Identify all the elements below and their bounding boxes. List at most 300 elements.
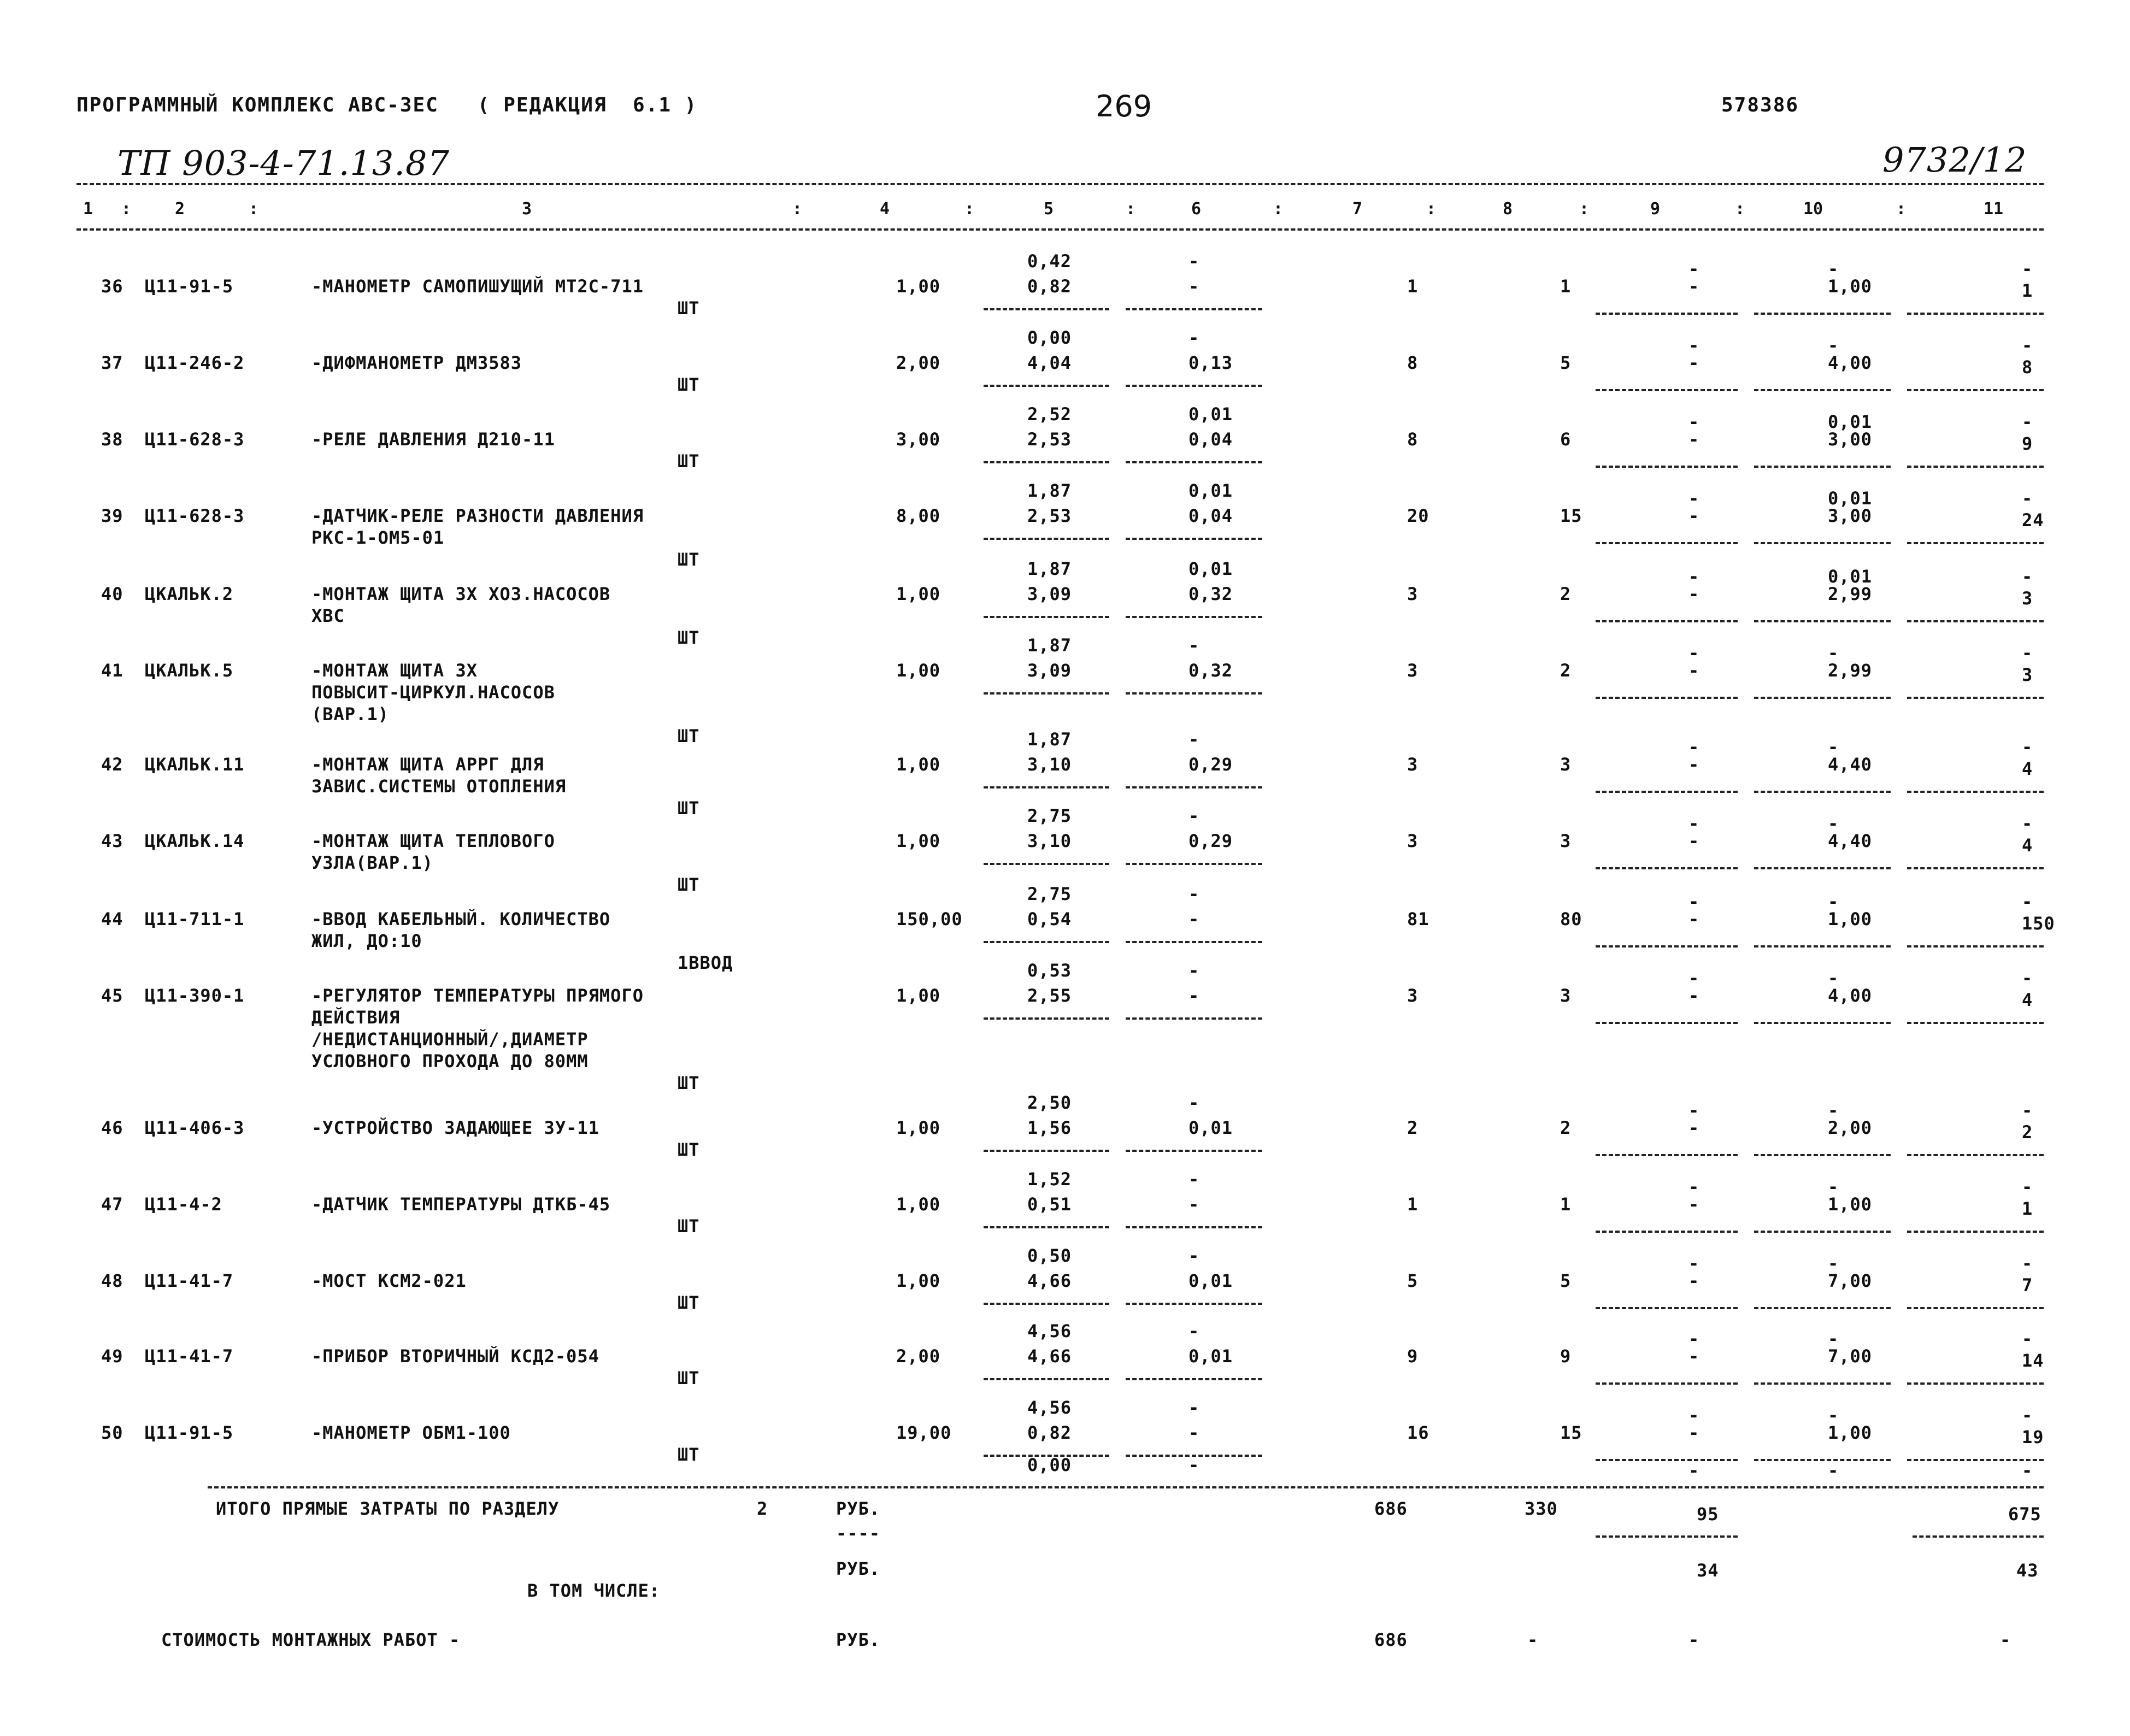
col11-bottom: 24 (2022, 510, 2044, 531)
col10-top: - (1828, 1100, 1839, 1121)
col10-rule (1754, 542, 1891, 544)
col10-bottom: 1,00 (1828, 276, 1873, 297)
col10-bottom: 1,00 (1828, 1422, 1873, 1443)
quantity: 1,00 (896, 660, 941, 681)
rate-code: ЦКАЛЬК.2 (145, 584, 234, 604)
col8-value: 80 (1560, 909, 1582, 929)
col9-top: - (1688, 643, 1700, 663)
col9-rule (1596, 466, 1738, 468)
col5-top: 1,87 (1027, 480, 1072, 501)
col9-top: - (1688, 968, 1700, 988)
col9-top: - (1688, 1405, 1700, 1426)
column-header-5: 5 (1044, 199, 1054, 219)
col11-rule (1907, 620, 2044, 622)
col11-top: - (2022, 1253, 2033, 1274)
col6-rule (1126, 941, 1262, 943)
totals-col11-top: 675 (2008, 1504, 2041, 1525)
quantity: 19,00 (896, 1422, 952, 1443)
rate-code: Ц11-91-5 (145, 1422, 234, 1443)
col7-value: 3 (1407, 754, 1419, 775)
totals-col7: 686 (1374, 1498, 1408, 1519)
col5-top: 1,87 (1027, 635, 1072, 656)
col10-rule (1754, 867, 1891, 869)
quantity: 150,00 (896, 909, 963, 929)
col9-bottom: - (1688, 1422, 1700, 1443)
column-header-4: 4 (880, 199, 890, 219)
item-description: -МАНОМЕТР САМОПИШУЩИЙ МТ2С-711 (311, 276, 644, 297)
install-cost-label: СТОИМОСТЬ МОНТАЖНЫХ РАБОТ - (161, 1629, 461, 1650)
col10-top: - (1828, 1460, 1839, 1481)
item-description: ЖИЛ, ДО:10 (311, 931, 422, 951)
col11-top: - (2022, 737, 2033, 757)
col11-bottom: 1 (2022, 1198, 2033, 1219)
col10-top: - (1828, 1328, 1839, 1349)
col9-bottom: - (1688, 276, 1700, 297)
col5-top: 2,75 (1027, 884, 1072, 904)
rate-code: Ц11-628-3 (145, 429, 245, 450)
col11-top: - (2022, 643, 2033, 663)
col10-rule (1754, 791, 1891, 793)
rate-code: Ц11-41-7 (145, 1346, 234, 1367)
unit-of-measure: ШТ (678, 798, 700, 819)
item-description: -ДАТЧИК-РЕЛЕ РАЗНОСТИ ДАВЛЕНИЯ (311, 505, 644, 526)
quantity: 2,00 (896, 352, 941, 373)
col11-top: - (2022, 1328, 2033, 1349)
col9-rule (1596, 945, 1738, 948)
col10-top: - (1828, 891, 1839, 912)
column-separator: : (964, 199, 975, 219)
col6-bottom: - (1188, 1422, 1200, 1443)
col6-bottom: - (1188, 1194, 1200, 1215)
col9-top: - (1688, 737, 1700, 757)
col10-top: - (1828, 1405, 1839, 1426)
unit-of-measure: ШТ (678, 726, 700, 746)
col6-bottom: - (1188, 909, 1200, 929)
col8-value: 3 (1560, 754, 1572, 775)
col6-bottom: - (1188, 276, 1200, 297)
item-description: ДЕЙСТВИЯ (311, 1007, 401, 1028)
col6-top: - (1188, 1321, 1200, 1341)
col11-rule (1907, 313, 2044, 315)
col5-bottom: 2,55 (1027, 985, 1072, 1006)
unit-of-measure: ШТ (678, 549, 700, 570)
col10-bottom: 1,00 (1828, 1194, 1873, 1215)
col9-bottom: - (1688, 1194, 1700, 1215)
col10-rule (1754, 1382, 1891, 1385)
col7-value: 16 (1407, 1422, 1429, 1443)
item-description: -МОНТАЖ ЩИТА 3Х ХОЗ.НАСОСОВ (311, 584, 611, 604)
column-separator: : (1273, 199, 1284, 219)
item-description: -ВВОД КАБЕЛЬНЫЙ. КОЛИЧЕСТВО (311, 909, 611, 929)
col9-bottom: - (1688, 1270, 1700, 1291)
col11-rule (1907, 1022, 2044, 1024)
col5-top: 4,56 (1027, 1397, 1072, 1418)
col9-bottom: - (1688, 352, 1700, 373)
row-number: 48 (101, 1270, 123, 1291)
col5-rule (984, 692, 1109, 695)
col10-top: 0,01 (1828, 566, 1873, 587)
col11-top: - (2022, 566, 2033, 587)
col11-rule (1907, 1307, 2044, 1309)
col9-rule (1596, 1307, 1738, 1309)
column-header-9: 9 (1650, 199, 1661, 219)
col6-top: - (1188, 960, 1200, 981)
column-header-2: 2 (175, 199, 185, 219)
col10-bottom: 4,40 (1828, 831, 1873, 851)
col10-bottom: 4,40 (1828, 754, 1873, 775)
column-separator: : (121, 199, 132, 219)
col7-value: 81 (1407, 909, 1429, 929)
col5-rule (984, 385, 1109, 387)
col6-top: 0,01 (1188, 404, 1233, 425)
top-rule (77, 183, 2044, 185)
col9-top: - (1688, 258, 1700, 279)
quantity: 1,00 (896, 1117, 941, 1138)
col5-rule (984, 538, 1109, 540)
row-number: 36 (101, 276, 123, 297)
col11-rule (1907, 542, 2044, 544)
col9-rule (1596, 1231, 1738, 1233)
col5-bottom: 4,04 (1027, 352, 1072, 373)
col10-bottom: 1,00 (1828, 909, 1873, 929)
col6-rule (1126, 1017, 1262, 1020)
col9-top: - (1688, 1460, 1700, 1481)
col6-top: - (1188, 1092, 1200, 1113)
col6-rule (1126, 863, 1262, 865)
col9-rule (1596, 1382, 1738, 1385)
col8-value: 3 (1560, 985, 1572, 1006)
col5-bottom: 3,10 (1027, 831, 1072, 851)
col9-top: - (1688, 891, 1700, 912)
col9-top: - (1688, 335, 1700, 356)
quantity: 1,00 (896, 1270, 941, 1291)
install-cost-col7: 686 (1374, 1629, 1408, 1650)
rate-code: Ц11-91-5 (145, 276, 234, 297)
col11-rule (1907, 1382, 2044, 1385)
col9-top: - (1688, 813, 1700, 834)
col6-rule (1126, 1150, 1262, 1152)
col5-bottom: 0,54 (1027, 909, 1072, 929)
col6-bottom: 0,29 (1188, 831, 1233, 851)
col6-rule (1126, 692, 1262, 695)
col9-bottom: - (1688, 660, 1700, 681)
col6-rule (1126, 461, 1262, 463)
unit-of-measure: ШТ (678, 451, 700, 472)
col11-bottom: 4 (2022, 758, 2033, 779)
row-number: 37 (101, 352, 123, 373)
row-number: 41 (101, 660, 123, 681)
col5-top: 1,52 (1027, 1169, 1072, 1190)
col6-top: - (1188, 1397, 1200, 1418)
col11-bottom: 7 (2022, 1275, 2033, 1296)
totals-col11-bottom: 43 (2016, 1560, 2039, 1581)
col5-bottom: 0,82 (1027, 276, 1072, 297)
col9-rule (1596, 1154, 1738, 1156)
col11-rule (1907, 791, 2044, 793)
col6-bottom: 0,32 (1188, 660, 1233, 681)
col5-bottom: 0,82 (1027, 1422, 1072, 1443)
col9-top: - (1688, 488, 1700, 509)
row-number: 49 (101, 1346, 123, 1367)
col6-rule (1126, 308, 1262, 310)
column-header-8: 8 (1503, 199, 1513, 219)
col7-value: 1 (1407, 1194, 1419, 1215)
col11-bottom: 14 (2022, 1350, 2044, 1371)
column-separator: : (1126, 199, 1136, 219)
col11-bottom: 2 (2022, 1122, 2033, 1143)
col9-top: - (1688, 1253, 1700, 1274)
col6-top: - (1188, 805, 1200, 826)
col11-bottom: 1 (2022, 280, 2033, 301)
quantity: 1,00 (896, 754, 941, 775)
col8-value: 6 (1560, 429, 1572, 450)
col10-rule (1754, 313, 1891, 315)
col11-rule (1907, 945, 2044, 948)
unit-of-measure: ШТ (678, 298, 700, 319)
totals-unit-separator: ---- (836, 1523, 881, 1544)
col7-value: 8 (1407, 429, 1419, 450)
rate-code: Ц11-406-3 (145, 1117, 245, 1138)
unit-of-measure: ШТ (678, 627, 700, 648)
item-description: /НЕДИСТАНЦИОННЫЙ/,ДИАМЕТР (311, 1029, 589, 1050)
col10-rule (1754, 466, 1891, 468)
column-header-3: 3 (522, 199, 532, 219)
col10-bottom: 3,00 (1828, 505, 1873, 526)
col10-top: - (1828, 1176, 1839, 1197)
col5-bottom: 2,53 (1027, 429, 1072, 450)
col5-rule (984, 1017, 1109, 1020)
col6-bottom: - (1188, 985, 1200, 1006)
col9-top: - (1688, 1176, 1700, 1197)
col6-bottom: 0,01 (1188, 1270, 1233, 1291)
col7-value: 3 (1407, 660, 1419, 681)
unit-of-measure: ШТ (678, 374, 700, 395)
col9-top: - (1688, 1328, 1700, 1349)
col5-top: 0,42 (1027, 251, 1072, 272)
col8-value: 1 (1560, 1194, 1572, 1215)
col6-rule (1126, 1303, 1262, 1305)
col8-value: 2 (1560, 1117, 1572, 1138)
install-cost-unit: РУБ. (836, 1629, 881, 1650)
col9-bottom: - (1688, 584, 1700, 604)
col6-rule (1126, 538, 1262, 540)
col8-value: 5 (1560, 352, 1572, 373)
col10-rule (1754, 1231, 1891, 1233)
col10-top: - (1828, 737, 1839, 757)
col8-value: 2 (1560, 660, 1572, 681)
col6-bottom: 0,04 (1188, 429, 1233, 450)
quantity: 1,00 (896, 985, 941, 1006)
col9-rule (1596, 697, 1738, 699)
col10-top: - (1828, 1253, 1839, 1274)
including-label: В ТОМ ЧИСЛЕ: (527, 1580, 661, 1601)
col6-top: - (1188, 1455, 1200, 1475)
col11-bottom: 8 (2022, 357, 2033, 378)
col9-rule (1596, 791, 1738, 793)
quantity: 1,00 (896, 276, 941, 297)
col7-value: 1 (1407, 276, 1419, 297)
column-header-6: 6 (1191, 199, 1202, 219)
col9-rule (1596, 1459, 1738, 1461)
document-code: 578386 (1721, 94, 1799, 116)
col10-bottom: 4,00 (1828, 985, 1873, 1006)
col10-top: - (1828, 813, 1839, 834)
unit-of-measure: ШТ (678, 1368, 700, 1388)
rate-code: ЦКАЛЬК.14 (145, 831, 245, 851)
item-description: -ПРИБОР ВТОРИЧНЫЙ КСД2-054 (311, 1346, 599, 1367)
item-description: ПОВЫСИТ-ЦИРКУЛ.НАСОСОВ (311, 682, 555, 703)
col5-rule (984, 941, 1109, 943)
item-description: -МОСТ КСМ2-021 (311, 1270, 467, 1291)
col6-top: - (1188, 251, 1200, 272)
rate-code: ЦКАЛЬК.11 (145, 754, 245, 775)
item-description: РКС-1-ОМ5-01 (311, 527, 445, 548)
page-number: 269 (1096, 89, 1152, 123)
totals-col8: 330 (1525, 1498, 1558, 1519)
col10-bottom: 7,00 (1828, 1270, 1873, 1291)
col11-bottom: 4 (2022, 990, 2033, 1010)
col7-value: 8 (1407, 352, 1419, 373)
col9-rule (1596, 313, 1738, 315)
col9-top: - (1688, 566, 1700, 587)
col11-bottom: 19 (2022, 1427, 2044, 1447)
item-description: ХВС (311, 605, 345, 626)
col5-top: 1,87 (1027, 558, 1072, 579)
item-description: (ВАР.1) (311, 704, 389, 725)
col10-rule (1754, 1022, 1891, 1024)
row-number: 38 (101, 429, 123, 450)
col9-rule (1596, 389, 1738, 391)
col10-top: - (1828, 968, 1839, 988)
col10-bottom: 2,99 (1828, 660, 1873, 681)
install-cost-col11: - (2000, 1629, 2011, 1650)
col11-bottom: 3 (2022, 588, 2033, 609)
unit-of-measure: ШТ (678, 1139, 700, 1160)
col11-top: - (2022, 1460, 2033, 1481)
row-number: 43 (101, 831, 123, 851)
col10-top: 0,01 (1828, 488, 1873, 509)
unit-of-measure: ШТ (678, 1073, 700, 1093)
row-number: 45 (101, 985, 123, 1006)
col8-value: 3 (1560, 831, 1572, 851)
col5-bottom: 3,10 (1027, 754, 1072, 775)
col9-top: - (1688, 1100, 1700, 1121)
row-number: 44 (101, 909, 123, 929)
totals-col11-rule (1913, 1535, 2044, 1538)
item-description: -РЕГУЛЯТОР ТЕМПЕРАТУРЫ ПРЯМОГО (311, 985, 644, 1006)
col5-bottom: 0,51 (1027, 1194, 1072, 1215)
col6-top: 0,01 (1188, 480, 1233, 501)
col5-bottom: 2,53 (1027, 505, 1072, 526)
col5-top: 1,87 (1027, 729, 1072, 750)
header-rule (77, 228, 2044, 231)
col11-top: - (2022, 258, 2033, 279)
column-separator: : (792, 199, 803, 219)
item-description: -ДИФМАНОМЕТР ДМ3583 (311, 352, 522, 373)
totals-col9-top: 95 (1697, 1504, 1719, 1525)
col6-top: - (1188, 1245, 1200, 1266)
col5-rule (984, 1378, 1109, 1380)
rate-code: Ц11-628-3 (145, 505, 245, 526)
sheet-number: 9732/12 (1882, 140, 2027, 180)
col5-top: 0,00 (1027, 1455, 1072, 1475)
col5-top: 2,75 (1027, 805, 1072, 826)
col7-value: 20 (1407, 505, 1429, 526)
col11-rule (1907, 389, 2044, 391)
col11-top: - (2022, 1405, 2033, 1426)
col10-bottom: 2,00 (1828, 1117, 1873, 1138)
quantity: 3,00 (896, 429, 941, 450)
col9-top: - (1688, 411, 1700, 432)
col7-value: 5 (1407, 1270, 1419, 1291)
column-separator: : (1426, 199, 1437, 219)
col10-top: - (1828, 643, 1839, 663)
col10-rule (1754, 1459, 1891, 1461)
col5-rule (984, 1226, 1109, 1228)
col6-top: 0,01 (1188, 558, 1233, 579)
col7-value: 3 (1407, 584, 1419, 604)
col6-top: - (1188, 1169, 1200, 1190)
col6-bottom: 0,32 (1188, 584, 1233, 604)
col6-bottom: 0,04 (1188, 505, 1233, 526)
column-header-11: 11 (1984, 199, 2004, 219)
unit-of-measure: ШТ (678, 1216, 700, 1237)
totals-col9-rule (1596, 1535, 1738, 1538)
quantity: 1,00 (896, 1194, 941, 1215)
col9-bottom: - (1688, 909, 1700, 929)
column-header-1: 1 (83, 199, 93, 219)
column-separator: : (249, 199, 259, 219)
col9-bottom: - (1688, 1117, 1700, 1138)
totals-col9-bottom: 34 (1697, 1560, 1719, 1581)
rate-code: Ц11-41-7 (145, 1270, 234, 1291)
col5-bottom: 3,09 (1027, 660, 1072, 681)
item-description: -ДАТЧИК ТЕМПЕРАТУРЫ ДТКБ-45 (311, 1194, 611, 1215)
col5-bottom: 3,09 (1027, 584, 1072, 604)
col6-top: - (1188, 327, 1200, 348)
col7-value: 2 (1407, 1117, 1419, 1138)
install-cost-col8: - (1527, 1629, 1539, 1650)
document-id: ТП 903-4-71.13.87 (117, 143, 450, 183)
quantity: 1,00 (896, 831, 941, 851)
col5-bottom: 4,66 (1027, 1270, 1072, 1291)
rate-code: Ц11-4-2 (145, 1194, 222, 1215)
col11-top: - (2022, 891, 2033, 912)
col9-bottom: - (1688, 505, 1700, 526)
col7-value: 3 (1407, 985, 1419, 1006)
col5-bottom: 4,66 (1027, 1346, 1072, 1367)
col11-bottom: 4 (2022, 835, 2033, 856)
unit-of-measure: ШТ (678, 1292, 700, 1313)
col10-bottom: 3,00 (1828, 429, 1873, 450)
quantity: 1,00 (896, 584, 941, 604)
row-number: 47 (101, 1194, 123, 1215)
item-description: -МОНТАЖ ЩИТА ТЕПЛОВОГО (311, 831, 555, 851)
col10-bottom: 4,00 (1828, 352, 1873, 373)
column-separator: : (1896, 199, 1907, 219)
col5-rule (984, 616, 1109, 618)
col8-value: 15 (1560, 1422, 1582, 1443)
col11-bottom: 3 (2022, 664, 2033, 685)
col7-value: 9 (1407, 1346, 1419, 1367)
row-number: 40 (101, 584, 123, 604)
col10-rule (1754, 1307, 1891, 1309)
col10-rule (1754, 697, 1891, 699)
rate-code: Ц11-711-1 (145, 909, 245, 929)
item-description: -РЕЛЕ ДАВЛЕНИЯ Д210-11 (311, 429, 555, 450)
column-header-10: 10 (1803, 199, 1823, 219)
unit-of-measure: ШТ (678, 1444, 700, 1465)
